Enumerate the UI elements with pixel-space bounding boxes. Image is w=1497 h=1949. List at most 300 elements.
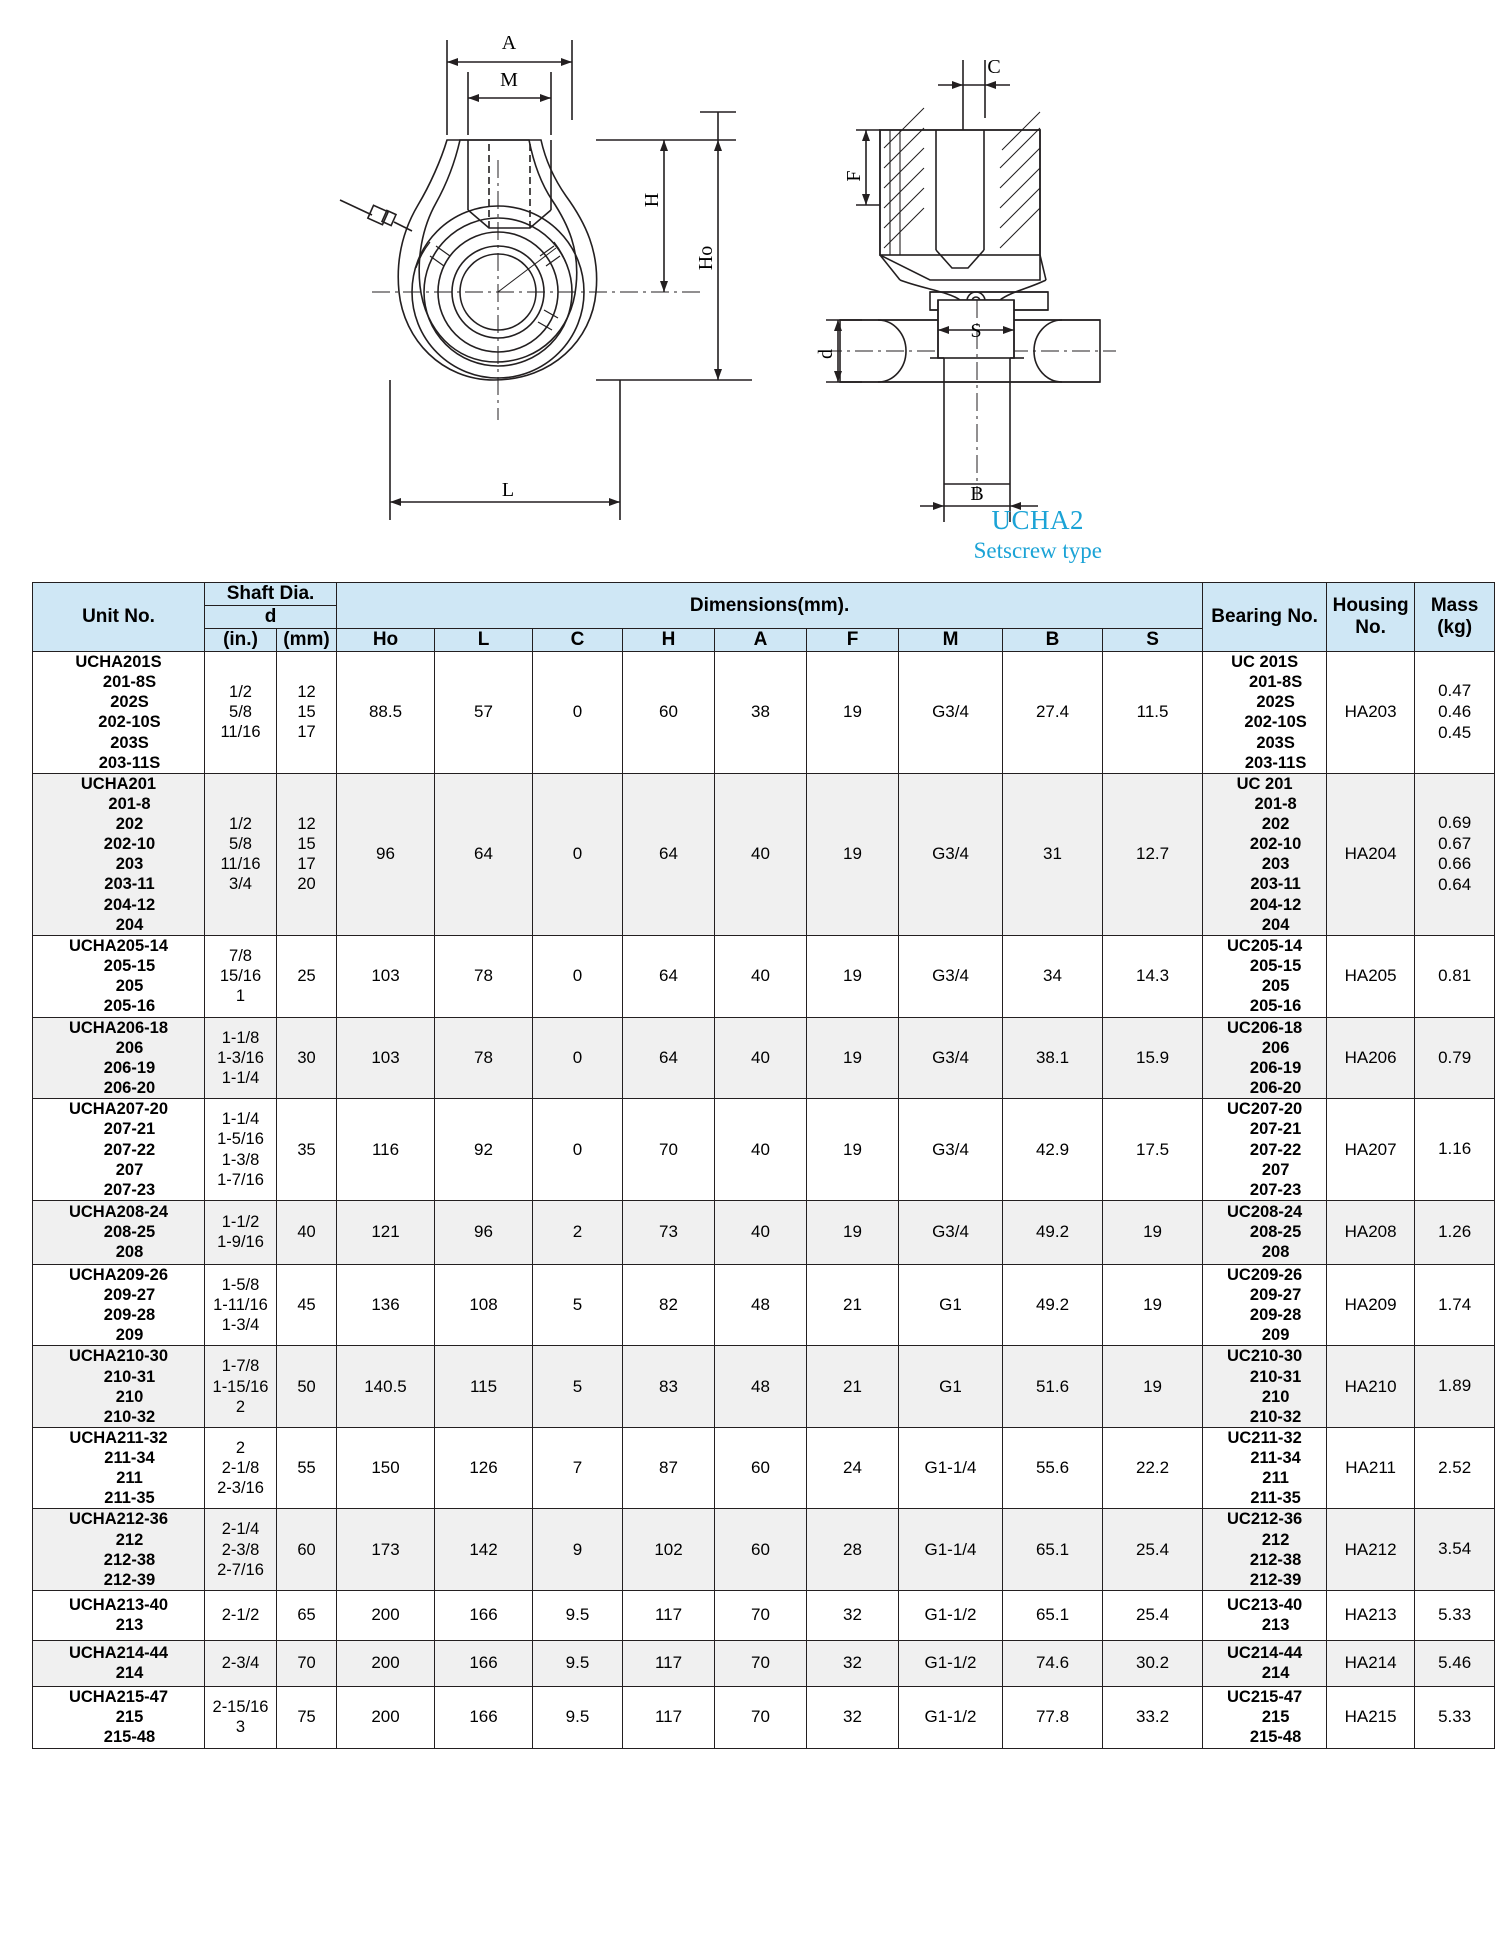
cell-dim-ho: 140.5 bbox=[337, 1346, 435, 1428]
shaft-dia-mm-item: 45 bbox=[297, 1296, 316, 1315]
shaft-dia-in-item: 3/4 bbox=[229, 875, 252, 894]
cell-dim-ho: 200 bbox=[337, 1686, 435, 1748]
table-row bbox=[33, 1017, 1495, 1099]
cell-housing-no: HA211 bbox=[1327, 1427, 1415, 1509]
label-H: H bbox=[641, 192, 663, 208]
cell-dim-b: 49.2 bbox=[1003, 1200, 1103, 1264]
unit-no-item: UCHA205-14 bbox=[68, 937, 169, 955]
bearing-no-item: UC209-26 bbox=[1227, 1265, 1303, 1284]
cell-dim-m: G3/4 bbox=[899, 773, 1003, 935]
cell-dim-ho: 173 bbox=[337, 1509, 435, 1591]
cell-dim-s: 14.3 bbox=[1103, 935, 1203, 1017]
cell-unit-no bbox=[33, 1346, 205, 1428]
table-row bbox=[33, 1200, 1495, 1264]
bearing-no-item: UC 201 bbox=[1236, 774, 1293, 793]
shaft-dia-in-item: 1-3/4 bbox=[221, 1316, 260, 1335]
cell-dim-a: 38 bbox=[715, 652, 807, 774]
cell-dim-h: 87 bbox=[623, 1427, 715, 1509]
bearing-no-item: 206-19 bbox=[1249, 1059, 1302, 1077]
cell-bearing-no bbox=[1203, 652, 1327, 774]
cell-dim-l: 126 bbox=[435, 1427, 533, 1509]
bearing-no-item: 203S bbox=[1256, 733, 1295, 752]
cell-shaft-dia-mm bbox=[277, 773, 337, 935]
cell-dim-h: 82 bbox=[623, 1264, 715, 1346]
unit-no-item: 211 bbox=[116, 1469, 143, 1488]
cell-dim-b: 65.1 bbox=[1003, 1509, 1103, 1591]
mass-item: 0.46 bbox=[1438, 702, 1472, 721]
cell-bearing-no bbox=[1203, 1099, 1327, 1201]
cell-dim-f: 19 bbox=[807, 1200, 899, 1264]
unit-no-item: 210 bbox=[115, 1387, 144, 1406]
cell-dim-c: 9 bbox=[533, 1509, 623, 1591]
cell-dim-a: 40 bbox=[715, 773, 807, 935]
table-row bbox=[33, 1346, 1495, 1428]
cell-dim-f: 32 bbox=[807, 1640, 899, 1686]
cell-dim-m: G1-1/2 bbox=[899, 1686, 1003, 1748]
shaft-dia-mm-item: 15 bbox=[297, 835, 316, 854]
unit-no-item: 203-11S bbox=[98, 753, 161, 772]
unit-no-item: 205-16 bbox=[103, 997, 156, 1016]
cell-dim-b: 38.1 bbox=[1003, 1017, 1103, 1099]
bearing-no-item: 205-15 bbox=[1249, 957, 1302, 976]
cell-unit-no bbox=[33, 1509, 205, 1591]
cell-dim-l: 78 bbox=[435, 1017, 533, 1099]
table-row bbox=[33, 773, 1495, 935]
bearing-no-item: 207 bbox=[1261, 1160, 1290, 1179]
unit-no-item: 212-38 bbox=[103, 1550, 156, 1569]
cell-dim-s: 17.5 bbox=[1103, 1099, 1203, 1201]
bearing-no-item: 206 bbox=[1261, 1038, 1290, 1057]
cell-shaft-dia-in bbox=[205, 935, 277, 1017]
shaft-dia-in-item: 3 bbox=[235, 1718, 246, 1737]
cell-dim-a: 40 bbox=[715, 935, 807, 1017]
shaft-dia-in-item: 1-1/4 bbox=[221, 1069, 260, 1088]
shaft-dia-in-item: 1-9/16 bbox=[217, 1233, 264, 1252]
cell-dim-a: 40 bbox=[715, 1099, 807, 1201]
cell-unit-no bbox=[33, 1590, 205, 1640]
cell-dim-h: 117 bbox=[623, 1590, 715, 1640]
cell-bearing-no bbox=[1203, 1640, 1327, 1686]
shaft-dia-in-item: 11/16 bbox=[220, 723, 261, 742]
cell-shaft-dia-in bbox=[205, 1590, 277, 1640]
cell-shaft-dia-mm bbox=[277, 1017, 337, 1099]
bearing-no-item: UC214-44 bbox=[1227, 1644, 1303, 1663]
header-shaft-in: (in.) bbox=[205, 629, 277, 652]
cell-dim-l: 96 bbox=[435, 1200, 533, 1264]
shaft-dia-mm-item: 55 bbox=[297, 1459, 316, 1478]
unit-no-item: 207-21 bbox=[103, 1120, 156, 1139]
cell-dim-f: 19 bbox=[807, 773, 899, 935]
unit-no-item: 204-12 bbox=[103, 895, 156, 914]
unit-no-item: 206-19 bbox=[103, 1059, 156, 1077]
cell-shaft-dia-in bbox=[205, 773, 277, 935]
shaft-dia-mm-item: 60 bbox=[297, 1540, 316, 1559]
bearing-no-item: 212-39 bbox=[1249, 1570, 1302, 1589]
bearing-no-item: 209-27 bbox=[1249, 1286, 1302, 1304]
table-row bbox=[33, 1590, 1495, 1640]
table-row bbox=[33, 1509, 1495, 1591]
cell-mass bbox=[1415, 935, 1495, 1017]
header-col-f: F bbox=[807, 629, 899, 652]
unit-no-item: 212 bbox=[115, 1530, 144, 1549]
bearing-no-item: 215 bbox=[1261, 1708, 1290, 1727]
cell-dim-b: 74.6 bbox=[1003, 1640, 1103, 1686]
cell-dim-l: 166 bbox=[435, 1640, 533, 1686]
bearing-no-item: 211-35 bbox=[1250, 1489, 1301, 1508]
cell-dim-a: 70 bbox=[715, 1686, 807, 1748]
cell-dim-l: 78 bbox=[435, 935, 533, 1017]
mass-item: 2.52 bbox=[1438, 1457, 1472, 1477]
unit-no-item: UCHA208-24 bbox=[68, 1203, 169, 1222]
cell-housing-no: HA204 bbox=[1327, 773, 1415, 935]
mass-item: 1.89 bbox=[1438, 1376, 1472, 1396]
cell-mass bbox=[1415, 1590, 1495, 1640]
cell-shaft-dia-mm bbox=[277, 1427, 337, 1509]
shaft-dia-in-item: 1-1/2 bbox=[221, 1213, 260, 1232]
cell-dim-h: 60 bbox=[623, 652, 715, 774]
cell-dim-l: 115 bbox=[435, 1346, 533, 1428]
unit-no-item: 205-15 bbox=[103, 957, 156, 976]
cell-housing-no: HA213 bbox=[1327, 1590, 1415, 1640]
cell-dim-m: G1-1/4 bbox=[899, 1509, 1003, 1591]
cell-housing-no: HA206 bbox=[1327, 1017, 1415, 1099]
cell-dim-f: 28 bbox=[807, 1509, 899, 1591]
mass-item: 0.67 bbox=[1438, 833, 1472, 853]
cell-dim-f: 32 bbox=[807, 1590, 899, 1640]
cell-dim-m: G3/4 bbox=[899, 1017, 1003, 1099]
cell-dim-c: 0 bbox=[533, 1099, 623, 1201]
bearing-no-item: 208 bbox=[1261, 1243, 1290, 1262]
bearing-no-item: 210-31 bbox=[1249, 1367, 1302, 1386]
bearing-no-item: UC205-14 bbox=[1227, 937, 1303, 955]
bearing-no-item: 212 bbox=[1261, 1530, 1290, 1549]
cell-bearing-no bbox=[1203, 1346, 1327, 1428]
shaft-dia-in-item: 2-1/2 bbox=[221, 1606, 260, 1625]
bearing-no-item: 208-25 bbox=[1249, 1223, 1302, 1242]
cell-mass bbox=[1415, 652, 1495, 774]
bearing-no-item: UC208-24 bbox=[1227, 1203, 1303, 1222]
unit-no-item: 202S bbox=[110, 693, 149, 712]
shaft-dia-in-item: 1/2 bbox=[229, 683, 252, 702]
cell-bearing-no bbox=[1203, 773, 1327, 935]
unit-no-item: 208 bbox=[115, 1243, 144, 1262]
bearing-no-item: UC213-40 bbox=[1227, 1596, 1303, 1615]
bearing-no-item: 202 bbox=[1261, 815, 1290, 833]
table-row bbox=[33, 935, 1495, 1017]
label-C: C bbox=[987, 56, 1001, 78]
cell-dim-a: 48 bbox=[715, 1346, 807, 1428]
title-block bbox=[974, 505, 1102, 564]
unit-no-item: 213 bbox=[115, 1616, 144, 1635]
cell-housing-no: HA203 bbox=[1327, 652, 1415, 774]
shaft-dia-in-item: 2 bbox=[235, 1438, 246, 1457]
label-d: d bbox=[815, 349, 837, 359]
cell-shaft-dia-mm bbox=[277, 1509, 337, 1591]
cell-dim-ho: 116 bbox=[337, 1099, 435, 1201]
cell-dim-h: 73 bbox=[623, 1200, 715, 1264]
unit-no-item: 211-35 bbox=[104, 1489, 155, 1508]
mass-item: 0.69 bbox=[1438, 812, 1472, 832]
dimensions-table bbox=[32, 582, 1495, 1749]
cell-dim-ho: 103 bbox=[337, 1017, 435, 1099]
header-mass-text: Mass (kg) bbox=[1430, 595, 1479, 638]
cell-dim-l: 57 bbox=[435, 652, 533, 774]
cell-shaft-dia-mm bbox=[277, 1686, 337, 1748]
shaft-dia-mm-item: 70 bbox=[297, 1654, 316, 1673]
shaft-dia-in-item: 5/8 bbox=[229, 835, 252, 854]
label-Ho: Ho bbox=[695, 245, 717, 271]
bearing-no-item: 205 bbox=[1261, 977, 1290, 996]
cell-bearing-no bbox=[1203, 1509, 1327, 1591]
bearing-no-item: 203-11 bbox=[1250, 875, 1301, 894]
shaft-dia-in-item: 2-3/8 bbox=[221, 1540, 260, 1559]
cell-dim-l: 142 bbox=[435, 1509, 533, 1591]
unit-no-item: 206 bbox=[115, 1038, 144, 1057]
cell-dim-s: 19 bbox=[1103, 1200, 1203, 1264]
bearing-no-item: 209-28 bbox=[1249, 1306, 1302, 1325]
bearing-no-item: 201-8 bbox=[1254, 794, 1297, 813]
cell-dim-b: 77.8 bbox=[1003, 1686, 1103, 1748]
unit-no-item: 211-34 bbox=[104, 1449, 155, 1467]
bearing-no-item: 204 bbox=[1261, 915, 1290, 934]
shaft-dia-mm-item: 75 bbox=[297, 1708, 316, 1727]
shaft-dia-in-item: 1-11/16 bbox=[213, 1296, 268, 1315]
cell-dim-c: 9.5 bbox=[533, 1640, 623, 1686]
cell-mass bbox=[1415, 773, 1495, 935]
cell-unit-no bbox=[33, 1640, 205, 1686]
unit-no-item: 205 bbox=[115, 977, 144, 996]
shaft-dia-in-item: 2-1/8 bbox=[221, 1459, 260, 1478]
cell-dim-l: 92 bbox=[435, 1099, 533, 1201]
cell-dim-f: 19 bbox=[807, 652, 899, 774]
bearing-no-item: 209 bbox=[1261, 1326, 1290, 1345]
cell-housing-no: HA215 bbox=[1327, 1686, 1415, 1748]
cell-dim-h: 64 bbox=[623, 935, 715, 1017]
unit-no-item: 209-28 bbox=[103, 1306, 156, 1325]
label-S: S bbox=[970, 320, 982, 342]
shaft-dia-in-item: 1-7/16 bbox=[217, 1170, 264, 1189]
bearing-no-item: UC 201S bbox=[1231, 653, 1299, 671]
cell-dim-m: G3/4 bbox=[899, 652, 1003, 774]
cell-dim-b: 42.9 bbox=[1003, 1099, 1103, 1201]
cell-shaft-dia-in bbox=[205, 1099, 277, 1201]
cell-dim-s: 19 bbox=[1103, 1346, 1203, 1428]
cell-dim-h: 70 bbox=[623, 1099, 715, 1201]
cell-shaft-dia-mm bbox=[277, 1640, 337, 1686]
header-col-a: A bbox=[715, 629, 807, 652]
cell-housing-no: HA212 bbox=[1327, 1509, 1415, 1591]
header-col-l: L bbox=[435, 629, 533, 652]
cell-dim-ho: 200 bbox=[337, 1640, 435, 1686]
cell-mass bbox=[1415, 1427, 1495, 1509]
cell-dim-h: 102 bbox=[623, 1509, 715, 1591]
cell-dim-b: 31 bbox=[1003, 773, 1103, 935]
cell-dim-s: 33.2 bbox=[1103, 1686, 1203, 1748]
bearing-no-item: 210-32 bbox=[1249, 1407, 1302, 1426]
bearing-no-item: 215-48 bbox=[1249, 1728, 1302, 1747]
cell-dim-a: 48 bbox=[715, 1264, 807, 1346]
cell-dim-a: 60 bbox=[715, 1509, 807, 1591]
cell-shaft-dia-in bbox=[205, 1509, 277, 1591]
cell-dim-l: 108 bbox=[435, 1264, 533, 1346]
unit-no-item: 209 bbox=[115, 1326, 144, 1345]
unit-no-item: 201-8 bbox=[108, 794, 151, 813]
shaft-dia-mm-item: 17 bbox=[297, 723, 316, 742]
label-M: M bbox=[500, 69, 518, 91]
header-col-h: H bbox=[623, 629, 715, 652]
table-row bbox=[33, 652, 1495, 774]
cell-dim-c: 0 bbox=[533, 773, 623, 935]
shaft-dia-in-item: 1-7/8 bbox=[221, 1357, 260, 1376]
cell-dim-c: 7 bbox=[533, 1427, 623, 1509]
cell-shaft-dia-in bbox=[205, 1427, 277, 1509]
cell-shaft-dia-in bbox=[205, 1346, 277, 1428]
cell-dim-ho: 200 bbox=[337, 1590, 435, 1640]
cell-shaft-dia-in bbox=[205, 1200, 277, 1264]
mass-item: 0.47 bbox=[1438, 681, 1472, 701]
header-unit-no: Unit No. bbox=[33, 583, 205, 652]
cell-bearing-no bbox=[1203, 1427, 1327, 1509]
cell-dim-m: G3/4 bbox=[899, 1099, 1003, 1201]
cell-mass bbox=[1415, 1686, 1495, 1748]
cell-dim-b: 34 bbox=[1003, 935, 1103, 1017]
table-row bbox=[33, 1264, 1495, 1346]
cell-dim-c: 5 bbox=[533, 1346, 623, 1428]
shaft-dia-in-item: 1-15/16 bbox=[212, 1377, 269, 1396]
cell-dim-b: 49.2 bbox=[1003, 1264, 1103, 1346]
mass-item: 1.16 bbox=[1438, 1139, 1472, 1159]
shaft-dia-in-item: 1-5/8 bbox=[221, 1275, 260, 1294]
cell-shaft-dia-mm bbox=[277, 1590, 337, 1640]
cell-shaft-dia-mm bbox=[277, 1099, 337, 1201]
cell-dim-ho: 88.5 bbox=[337, 652, 435, 774]
mass-item: 1.74 bbox=[1438, 1294, 1472, 1314]
cell-dim-f: 32 bbox=[807, 1686, 899, 1748]
table-row bbox=[33, 1686, 1495, 1748]
unit-no-item: 204 bbox=[115, 915, 144, 934]
mass-item: 0.79 bbox=[1438, 1047, 1472, 1067]
cell-mass bbox=[1415, 1640, 1495, 1686]
unit-no-item: 210-32 bbox=[103, 1407, 156, 1426]
header-housing-no-text: Housing No. bbox=[1332, 595, 1409, 638]
cell-dim-b: 51.6 bbox=[1003, 1346, 1103, 1428]
bearing-no-item: 214 bbox=[1261, 1664, 1290, 1683]
bearing-no-item: UC211-32 bbox=[1227, 1428, 1302, 1447]
bearing-no-item: 201-8S bbox=[1249, 673, 1303, 692]
cell-dim-l: 166 bbox=[435, 1590, 533, 1640]
cell-dim-b: 65.1 bbox=[1003, 1590, 1103, 1640]
unit-no-item: 202-10 bbox=[103, 835, 156, 854]
cell-dim-h: 117 bbox=[623, 1686, 715, 1748]
header-shaft-dia: Shaft Dia. bbox=[205, 583, 337, 606]
cell-dim-a: 70 bbox=[715, 1590, 807, 1640]
header-col-m: M bbox=[899, 629, 1003, 652]
cell-shaft-dia-in bbox=[205, 1686, 277, 1748]
unit-no-item: 215-48 bbox=[103, 1728, 156, 1747]
shaft-dia-in-item: 2-3/16 bbox=[217, 1479, 264, 1498]
unit-no-item: 203 bbox=[115, 855, 144, 874]
bearing-no-item: 212-38 bbox=[1249, 1550, 1302, 1569]
cell-dim-c: 9.5 bbox=[533, 1590, 623, 1640]
bearing-no-item: UC207-20 bbox=[1227, 1100, 1303, 1119]
unit-no-item: 207-22 bbox=[103, 1140, 156, 1159]
unit-no-item: 210-31 bbox=[103, 1367, 156, 1386]
cell-unit-no bbox=[33, 1099, 205, 1201]
unit-no-item: UCHA211-32 bbox=[69, 1428, 168, 1447]
cell-dim-m: G1 bbox=[899, 1264, 1003, 1346]
shaft-dia-mm-item: 65 bbox=[297, 1606, 316, 1625]
cell-shaft-dia-in bbox=[205, 652, 277, 774]
cell-dim-s: 19 bbox=[1103, 1264, 1203, 1346]
unit-no-item: 202 bbox=[115, 815, 144, 833]
table-row bbox=[33, 1427, 1495, 1509]
bearing-no-item: 204-12 bbox=[1249, 895, 1302, 914]
cell-unit-no bbox=[33, 773, 205, 935]
cell-housing-no: HA214 bbox=[1327, 1640, 1415, 1686]
bearing-no-item: 207-22 bbox=[1249, 1140, 1302, 1159]
shaft-dia-in-item: 2-3/4 bbox=[221, 1654, 260, 1673]
shaft-dia-in-item: 2-1/4 bbox=[221, 1520, 260, 1539]
cell-shaft-dia-mm bbox=[277, 935, 337, 1017]
cell-mass bbox=[1415, 1200, 1495, 1264]
shaft-dia-in-item: 11/16 bbox=[220, 855, 261, 874]
cell-bearing-no bbox=[1203, 1590, 1327, 1640]
bearing-no-item: UC212-36 bbox=[1227, 1510, 1303, 1529]
cell-dim-l: 64 bbox=[435, 773, 533, 935]
cell-mass bbox=[1415, 1346, 1495, 1428]
cell-dim-m: G3/4 bbox=[899, 1200, 1003, 1264]
shaft-dia-mm-item: 12 bbox=[297, 683, 316, 702]
unit-no-item: 208-25 bbox=[103, 1223, 156, 1242]
unit-no-item: UCHA212-36 bbox=[68, 1510, 169, 1529]
shaft-dia-mm-item: 30 bbox=[297, 1048, 316, 1067]
cell-shaft-dia-mm bbox=[277, 1264, 337, 1346]
cell-dim-f: 19 bbox=[807, 1017, 899, 1099]
shaft-dia-in-item: 1-5/16 bbox=[217, 1130, 264, 1149]
cell-dim-h: 83 bbox=[623, 1346, 715, 1428]
cell-dim-a: 40 bbox=[715, 1200, 807, 1264]
dimensions-table-body bbox=[33, 652, 1495, 1749]
cell-bearing-no bbox=[1203, 935, 1327, 1017]
header-bearing-no-text: Bearing No. bbox=[1211, 606, 1318, 627]
header-shaft-d: d bbox=[205, 606, 337, 629]
mass-item: 5.33 bbox=[1438, 1707, 1472, 1726]
cell-dim-ho: 121 bbox=[337, 1200, 435, 1264]
unit-no-item: 202-10S bbox=[98, 713, 161, 732]
cell-dim-b: 55.6 bbox=[1003, 1427, 1103, 1509]
mass-item: 0.45 bbox=[1438, 722, 1472, 742]
cell-dim-h: 64 bbox=[623, 1017, 715, 1099]
cell-dim-c: 2 bbox=[533, 1200, 623, 1264]
cell-housing-no: HA209 bbox=[1327, 1264, 1415, 1346]
header-bearing-no bbox=[1203, 583, 1327, 652]
cell-unit-no bbox=[33, 935, 205, 1017]
cell-shaft-dia-mm bbox=[277, 1200, 337, 1264]
cell-housing-no: HA205 bbox=[1327, 935, 1415, 1017]
cell-dim-s: 30.2 bbox=[1103, 1640, 1203, 1686]
cell-unit-no bbox=[33, 1200, 205, 1264]
bearing-no-item: 205-16 bbox=[1249, 997, 1302, 1016]
shaft-dia-in-item: 1/2 bbox=[229, 815, 252, 833]
table-row bbox=[33, 1099, 1495, 1201]
header-housing-no bbox=[1327, 583, 1415, 652]
header-col-c: C bbox=[533, 629, 623, 652]
header-col-ho: Ho bbox=[337, 629, 435, 652]
shaft-dia-mm-item: 40 bbox=[297, 1223, 316, 1242]
shaft-dia-mm-item: 25 bbox=[297, 967, 316, 986]
cell-dim-f: 19 bbox=[807, 1099, 899, 1201]
bearing-no-item: UC206-18 bbox=[1227, 1018, 1303, 1037]
